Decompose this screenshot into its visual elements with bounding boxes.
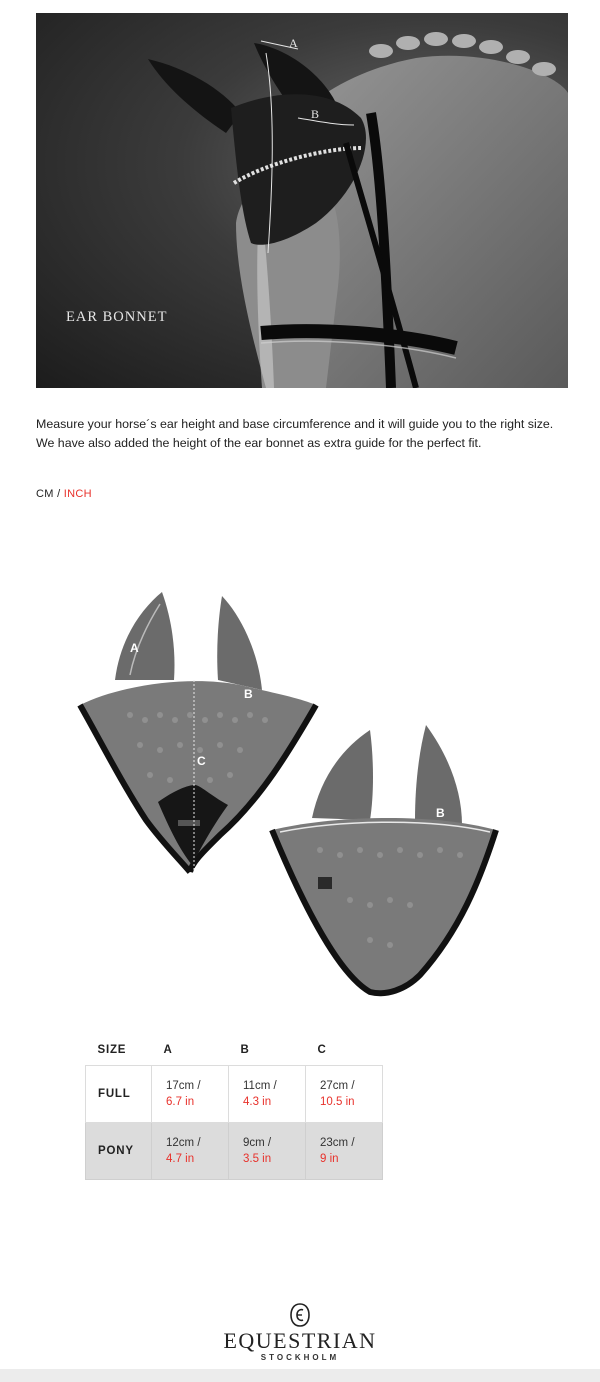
size-b-value: [229, 1065, 306, 1122]
size-c-value: [306, 1122, 383, 1179]
unit-separator: /: [57, 488, 64, 500]
size-c-value: [306, 1065, 383, 1122]
inch-value: 6.7 in: [166, 1095, 195, 1108]
diagram-label-b-back: B: [436, 806, 445, 820]
inch-value: 4.7 in: [166, 1152, 195, 1165]
size-b-value: [229, 1122, 306, 1179]
measuring-instructions: Measure your horse´s ear height and base circumference and it will guide you to the right size. We have also added the height of the ear bonnet as extra guide for the perfect fit.: [36, 417, 554, 450]
size-label: PONY: [86, 1122, 152, 1179]
cm-value: 9cm /: [243, 1136, 272, 1149]
cm-value: 23cm /: [320, 1136, 355, 1149]
size-a-value: [152, 1122, 229, 1179]
size-chart-table: [85, 1036, 383, 1180]
table-header-row: [86, 1036, 383, 1065]
header-c: C: [317, 1044, 327, 1057]
cm-value: 27cm /: [320, 1079, 355, 1092]
diagram-label-c: C: [197, 754, 206, 768]
brand-logo: [0, 1302, 600, 1362]
equestrian-emblem-icon: [289, 1302, 311, 1328]
unit-toggle: [36, 488, 92, 500]
unit-inch-option[interactable]: INCH: [63, 488, 92, 500]
diagram-label-a: A: [130, 641, 139, 655]
inch-value: 10.5 in: [320, 1095, 355, 1108]
cm-value: 11cm /: [243, 1079, 277, 1092]
photo-label-b: B: [311, 107, 320, 121]
cm-value: 12cm /: [166, 1136, 201, 1149]
inch-value: 3.5 in: [243, 1152, 272, 1165]
header-b: B: [240, 1044, 250, 1057]
cm-value: 17cm /: [166, 1079, 201, 1092]
table-row-pony: [86, 1122, 383, 1179]
size-label: FULL: [86, 1065, 152, 1122]
inch-value: 9 in: [320, 1152, 339, 1165]
unit-cm-option[interactable]: CM: [36, 488, 54, 500]
hero-photo: [36, 13, 568, 388]
diagram-label-b: B: [244, 687, 253, 701]
size-a-value: [152, 1065, 229, 1122]
back-bonnet-image: [272, 725, 496, 993]
photo-label-a: A: [289, 36, 298, 50]
footer-band: [0, 1369, 600, 1382]
horse-ear-bonnet-illustration: [36, 13, 568, 388]
table-row-full: [86, 1065, 383, 1122]
hero-caption: EAR BONNET: [66, 309, 168, 325]
header-a: A: [163, 1044, 173, 1057]
brand-subtitle: STOCKHOLM: [260, 1353, 340, 1362]
inch-value: 4.3 in: [243, 1095, 272, 1108]
header-size: SIZE: [97, 1044, 127, 1057]
brand-name: EQUESTRIAN: [223, 1328, 377, 1353]
ear-bonnet-size-diagram: [70, 580, 510, 1000]
